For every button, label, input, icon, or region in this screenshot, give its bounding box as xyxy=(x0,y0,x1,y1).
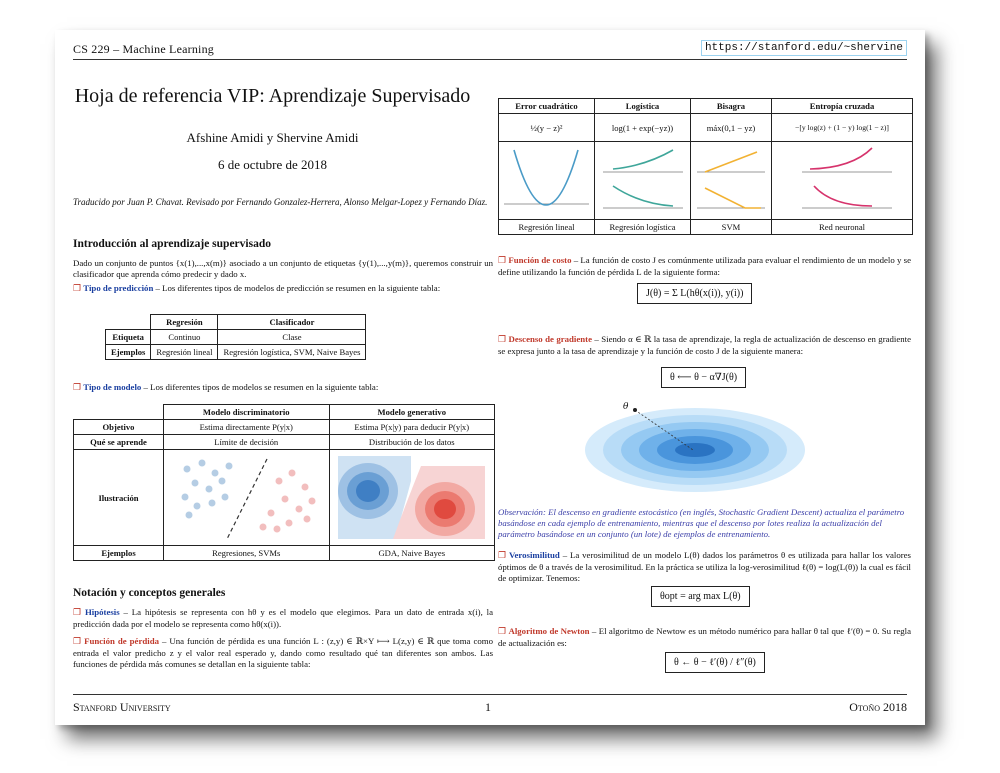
likelihood-text: – La verosimilitud de un modelo L(θ) dados los parámetros θ es utilizada para hallar los valores óptimos de θ a través de la verosimilitud. En la práctica se utiliza la log-verosimilitud ℓ(θ) = log(L(θ)) la cual es fácil de optimizar. Tenemos: xyxy=(498,550,911,583)
generative-density-image xyxy=(333,451,491,543)
keyword-model-type: Tipo de modelo xyxy=(83,382,142,392)
cost-function-paragraph xyxy=(498,255,911,278)
table-cell: Regresión logística xyxy=(595,220,691,235)
table-row-label: Ejemplos xyxy=(106,345,151,360)
header-divider xyxy=(73,59,907,60)
loss-formula: máx(0,1 − yz) xyxy=(691,114,772,142)
bullet-square-icon: ❐ xyxy=(73,383,82,393)
table-cell: SVM xyxy=(691,220,772,235)
table-header: Error cuadrático xyxy=(499,99,595,114)
gradient-descent-formula: θ ⟵ θ − α∇J(θ) xyxy=(661,367,746,388)
keyword-likelihood: Verosimilitud xyxy=(508,550,560,560)
squared-loss-plot xyxy=(499,142,595,220)
keyword-prediction-type: Tipo de predicción xyxy=(83,283,154,293)
keyword-hypothesis: Hipótesis xyxy=(84,607,120,617)
table-header: Modelo discriminatorio xyxy=(164,405,330,420)
gradient-descent-contour-image xyxy=(583,400,827,500)
header-course: CS 229 – Machine Learning xyxy=(73,42,214,56)
newton-formula: θ ← θ − ℓ′(θ) / ℓ″(θ) xyxy=(665,652,765,673)
gradient-descent-note: Observación: El descenso en gradiente estocástico (en inglés, Stochastic Gradient Descent) actualiza el parámetro basándose en cada ejemplo de entrenamiento, mientras que el descenso por lotes realiza la actualización del parámetro basándose en un conjunto (un lote) de ejemplos de entrenamiento. xyxy=(498,507,905,539)
logistic-loss-curve-image xyxy=(595,142,690,217)
table-cell: Límite de decisión xyxy=(164,435,330,450)
table-cell: Regresión lineal xyxy=(151,345,218,360)
date: 6 de octubre de 2018 xyxy=(217,157,328,172)
loss-formula: ½(y − z)² xyxy=(499,114,595,142)
svg-text:θ: θ xyxy=(623,402,629,412)
discriminative-illustration xyxy=(164,450,330,546)
hypothesis-text: – La hipótesis se representa con hθ y es el modelo que elegimos. Para un dato de entrada x(i), la predicción dada por el modelo se representa como hθ(x(i)). xyxy=(73,607,493,629)
model-type-table xyxy=(73,404,495,561)
bullet-square-icon: ❐ xyxy=(498,335,507,345)
table-row-label: Etiqueta xyxy=(106,330,151,345)
section-heading-notation: Notación y conceptos generales xyxy=(73,587,226,599)
table-header: Bisagra xyxy=(691,99,772,114)
authors: Afshine Amidi y Shervine Amidi xyxy=(186,130,359,145)
newton-paragraph xyxy=(498,626,911,649)
loss-function-paragraph xyxy=(73,636,493,670)
table-corner xyxy=(74,405,164,420)
model-type-paragraph xyxy=(73,382,493,394)
table-row-label: Qué se aprende xyxy=(74,435,164,450)
likelihood-formula: θopt = arg max L(θ) xyxy=(651,586,750,607)
newton-text: – El algoritmo de Newtow es un método numérico para hallar θ tal que ℓ′(θ) = 0. Su regla de actualización es: xyxy=(498,626,912,648)
bullet-square-icon: ❐ xyxy=(73,284,82,294)
section-heading-intro: Introducción al aprendizaje supervisado xyxy=(73,238,271,250)
footer-season: Otoño 2018 xyxy=(849,700,907,714)
footer-university: Stanford University xyxy=(73,700,171,714)
loss-function-text: – Una función de pérdida es una función L : (z,y) ∈ ℝ×Y ⟼ L(z,y) ∈ ℝ que toma como entrada el valor predicho z y el valor real esperado y, dando como resultado qué tan diferentes son ambos. Las funciones de pérdida más comunes se detallan en la siguiente tabla: xyxy=(73,636,493,669)
table-cell: GDA, Naive Bayes xyxy=(329,546,495,561)
bullet-square-icon: ❐ xyxy=(73,637,82,647)
table-header: Modelo generativo xyxy=(329,405,495,420)
likelihood-paragraph xyxy=(498,550,911,584)
gradient-descent-paragraph xyxy=(498,334,911,357)
model-type-text: – Los diferentes tipos de modelos se resumen en la siguiente tabla: xyxy=(143,382,379,392)
keyword-newton: Algoritmo de Newton xyxy=(508,626,590,636)
discriminative-scatter-image xyxy=(167,451,325,543)
cross-entropy-loss-curve-image xyxy=(772,142,912,217)
page-number: 1 xyxy=(485,700,491,714)
loss-functions-table xyxy=(498,98,913,235)
logistic-loss-plot xyxy=(595,142,691,220)
header-url-link[interactable]: https://stanford.edu/~shervine xyxy=(701,40,907,56)
prediction-type-paragraph xyxy=(73,283,493,295)
table-header: Entropía cruzada xyxy=(772,99,913,114)
hinge-loss-plot xyxy=(691,142,772,220)
bullet-square-icon: ❐ xyxy=(73,608,82,618)
table-cell: Red neuronal xyxy=(772,220,913,235)
cross-entropy-loss-plot xyxy=(772,142,913,220)
footer-divider xyxy=(73,694,907,695)
table-header: Logística xyxy=(595,99,691,114)
table-corner xyxy=(106,315,151,330)
table-row-label: Objetivo xyxy=(74,420,164,435)
prediction-type-text: – Los diferentes tipos de modelos de predicción se resumen en la siguiente tabla: xyxy=(155,283,441,293)
table-row-label: Ilustración xyxy=(74,450,164,546)
prediction-type-table xyxy=(105,314,366,360)
table-header: Clasificador xyxy=(218,315,366,330)
keyword-gradient-descent: Descenso de gradiente xyxy=(508,334,592,344)
generative-illustration xyxy=(329,450,495,546)
hinge-loss-curve-image xyxy=(691,142,771,217)
table-cell: Estima P(x|y) para deducir P(y|x) xyxy=(329,420,495,435)
table-cell: Regresiones, SVMs xyxy=(164,546,330,561)
loss-formula: log(1 + exp(−yz)) xyxy=(595,114,691,142)
bullet-square-icon: ❐ xyxy=(498,627,507,637)
table-row-label: Ejemplos xyxy=(74,546,164,561)
table-cell: Continuo xyxy=(151,330,218,345)
cost-function-formula: J(θ) = Σ L(hθ(x(i)), y(i)) xyxy=(637,283,752,304)
bullet-square-icon: ❐ xyxy=(498,551,507,561)
table-cell: Regresión lineal xyxy=(499,220,595,235)
page-title: Hoja de referencia VIP: Aprendizaje Supervisado xyxy=(74,85,471,107)
gradient-descent-text: – Siendo α ∈ ℝ la tasa de aprendizaje, la regla de actualización de descenso en gradiente se expresa junto a la tasa de aprendizaje y la función de costo J de la siguiente manera: xyxy=(498,334,912,356)
table-cell: Regresión logística, SVM, Naive Bayes xyxy=(218,345,366,360)
intro-paragraph: Dado un conjunto de puntos {x(1),...,x(m)} asociado a un conjunto de etiquetas {y(1),...,y(m)}, queremos construir un clasificador que aprenda cómo predecir y dado x. xyxy=(73,258,493,279)
cost-function-text: – La función de costo J es comúnmente utilizada para evaluar el rendimiento de un modelo y se define utilizando la función de pérdida L de la siguiente forma: xyxy=(498,255,912,277)
table-cell: Clase xyxy=(218,330,366,345)
loss-formula: −[y log(z) + (1 − y) log(1 − z)] xyxy=(772,114,913,142)
table-header: Regresión xyxy=(151,315,218,330)
squared-loss-curve-image xyxy=(499,142,594,217)
translation-credits: Traducido por Juan P. Chavat. Revisado por Fernando Gonzalez-Herrera, Alonso Melgar-Lopez y Fernando Díaz. xyxy=(73,197,488,207)
bullet-square-icon: ❐ xyxy=(498,256,507,266)
keyword-loss-function: Función de pérdida xyxy=(84,636,159,646)
document-page xyxy=(55,30,925,725)
keyword-cost-function: Función de costo xyxy=(508,255,572,265)
hypothesis-paragraph xyxy=(73,607,493,630)
table-cell: Estima directamente P(y|x) xyxy=(164,420,330,435)
table-cell: Distribución de los datos xyxy=(329,435,495,450)
